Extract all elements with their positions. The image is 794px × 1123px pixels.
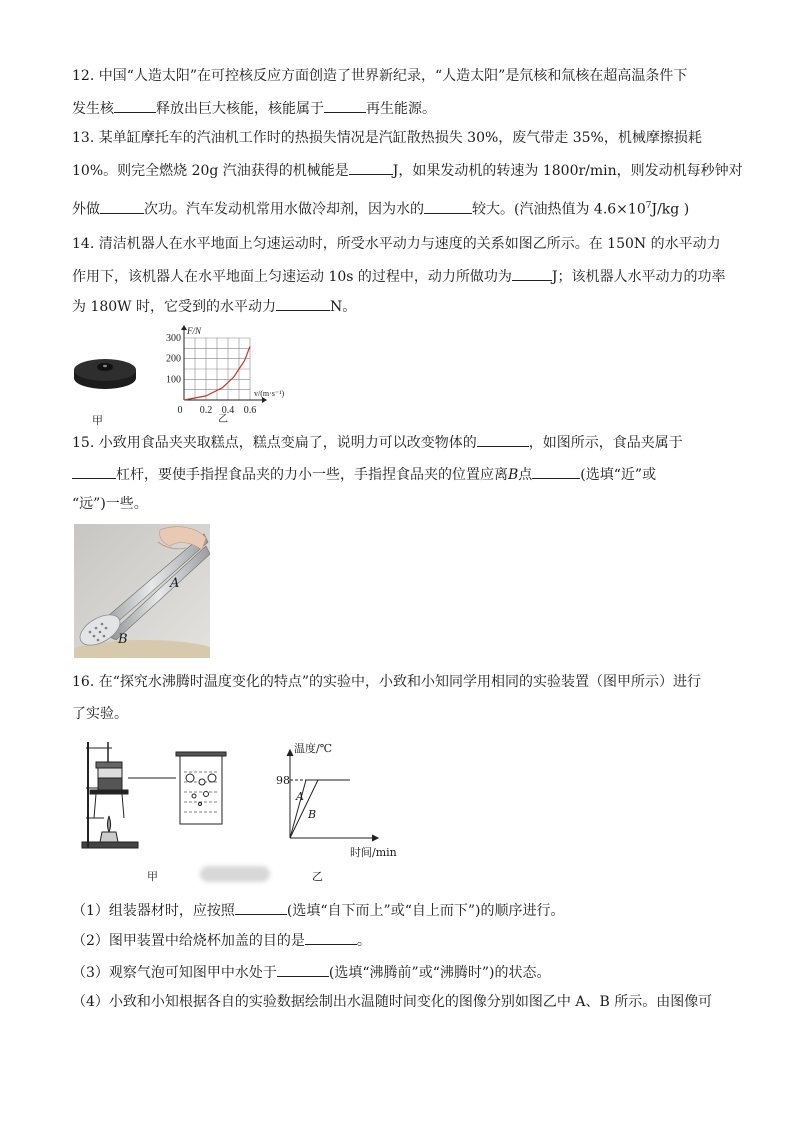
- q15-text-b: ，如图所示，食品夹属于: [528, 435, 683, 451]
- q16-sub1-a: （1）组装器材时，应按照: [72, 903, 235, 919]
- q16-sub2: [72, 930, 371, 951]
- q13-text-d: 次功。汽车发动机常用水做冷却剂，因为水的: [144, 201, 424, 218]
- q14-text-c: 为 180W 时，它受到的水平动力: [72, 299, 277, 315]
- x-tick-label: 0.6: [243, 405, 257, 416]
- watermark-blur: [200, 866, 270, 882]
- answer-blank[interactable]: [512, 266, 552, 281]
- robot-vacuum-image: [72, 352, 138, 392]
- q15-text-a: 15. 小致用食品夹夹取糕点，糕点变扁了，说明力可以改变物体的: [72, 435, 477, 451]
- y-tick-label: 100: [166, 374, 181, 386]
- q13-exponent: 7: [645, 201, 652, 211]
- q16-sub4: （4）小致和小知根据各自的实验数据绘制出水温随时间变化的图像分别如图乙中 A、B 所示。由图像可: [72, 994, 713, 1010]
- q14-line3: [72, 296, 356, 317]
- q13-text-b: J，如果发动机的转速为 1800r/min，则发动机每秒钟对: [392, 163, 743, 179]
- q15-text-e: (选填“近”或: [580, 467, 657, 483]
- q15-point-b: B: [508, 467, 519, 483]
- graph-line-a-label: A: [296, 790, 304, 803]
- x-tick-label: 0: [177, 405, 183, 416]
- q16-sub2-a: （2）图甲装置中给烧杯加盖的目的是: [72, 933, 305, 949]
- graph-98-label: 98: [276, 774, 290, 787]
- answer-blank[interactable]: [114, 98, 156, 113]
- q12-line1: 12. 中国“人造太阳”在可控核反应方面创造了世界新纪录，“人造太阳”是氘核和氚核在超高温条件下: [72, 68, 688, 84]
- graph-y-label: 温度/℃: [294, 742, 333, 755]
- q14-text-d: N。: [330, 299, 357, 315]
- answer-blank[interactable]: [349, 160, 393, 175]
- q13-line2: [72, 160, 743, 181]
- q12-text-b: 释放出巨大核能，核能属于: [156, 101, 324, 117]
- q16-line1: 16. 在“探究水沸腾时温度变化的特点”的实验中，小致和小知同学用相同的实验装置（图甲所示）进行: [72, 674, 702, 690]
- answer-blank[interactable]: [532, 464, 580, 479]
- y-tick-label: 300: [166, 333, 181, 344]
- food-tongs-photo: [74, 524, 210, 658]
- q16-figure-label-jia: 甲: [147, 870, 158, 883]
- force-velocity-chart: [160, 318, 300, 426]
- q14-text-b: J；该机器人水平动力的功率: [551, 269, 726, 285]
- q15-text-c: 杠杆，要使手指捏食品夹的力小一些，手指捏食品夹的位置应离: [116, 467, 508, 483]
- y-axis-label: F/N: [187, 326, 202, 336]
- answer-blank[interactable]: [324, 98, 366, 113]
- q14-line1: 14. 清洁机器人在水平地面上匀速运动时，所受水平动力与速度的关系如图乙所示。在 150N 的水平动力: [72, 236, 721, 252]
- photo-label-a: A: [170, 576, 180, 591]
- q12-line2: [72, 98, 436, 119]
- q16-sub3-a: （3）观察气泡可知图甲中水处于: [72, 965, 277, 981]
- answer-blank[interactable]: [424, 199, 472, 214]
- q14-text-a: 作用下，该机器人在水平地面上匀速运动 10s 的过程中，动力所做功为: [72, 269, 512, 285]
- q12-text-a: 发生核: [72, 101, 114, 117]
- answer-blank[interactable]: [477, 432, 529, 447]
- q13-text-f: J/kg ): [651, 201, 690, 218]
- q15-line1: [72, 432, 683, 453]
- answer-blank[interactable]: [305, 930, 357, 945]
- q16-sub3-b: (选填“沸腾前”或“沸腾时”)的状态。: [328, 965, 551, 981]
- q13-line1: 13. 某单缸摩托车的汽油机工作时的热损失情况是汽缸散热损失 30%，废气带走 35%，机械摩擦损耗: [72, 130, 702, 146]
- q13-text-e: 较大。(汽油热值为 4.6×10: [472, 201, 646, 218]
- answer-blank[interactable]: [277, 962, 329, 977]
- figure-label-jia: 甲: [92, 414, 103, 427]
- q16-sub1-b: (选填“自下而上”或“自上而下”)的顺序进行。: [286, 903, 565, 919]
- q13-line3: [72, 196, 689, 220]
- q15-text-d: 点: [518, 467, 533, 483]
- graph-line-b-label: B: [308, 808, 317, 821]
- answer-blank[interactable]: [276, 296, 330, 311]
- q16-sub1: [72, 900, 564, 921]
- q13-text-c: 外做: [72, 201, 100, 218]
- figure-label-yi: 乙: [218, 414, 228, 425]
- y-tick-label: 200: [166, 353, 181, 365]
- answer-blank[interactable]: [100, 199, 144, 214]
- q15-line3: “远”)一些。: [72, 496, 148, 512]
- boiling-apparatus-diagram: [76, 738, 272, 852]
- graph-x-label: 时间/min: [350, 846, 397, 859]
- q16-line2: 了实验。: [72, 706, 128, 722]
- q16-figure-label-yi: 乙: [312, 870, 323, 883]
- x-axis-label: v/(m·s⁻¹): [254, 389, 285, 398]
- photo-label-b: B: [118, 632, 128, 647]
- q16-sub2-b: 。: [356, 933, 371, 949]
- q13-text-a: 10%。则完全燃烧 20g 汽油获得的机械能是: [72, 163, 349, 179]
- temperature-time-graph: [276, 738, 406, 862]
- x-tick-label: 0.4: [221, 405, 235, 416]
- q16-sub3: [72, 962, 550, 983]
- answer-blank[interactable]: [72, 464, 116, 479]
- x-tick-label: 0.2: [199, 405, 213, 416]
- q12-text-c: 再生能源。: [366, 101, 436, 117]
- answer-blank[interactable]: [235, 900, 287, 915]
- q14-line2: [72, 266, 726, 287]
- q15-line2: [72, 464, 656, 485]
